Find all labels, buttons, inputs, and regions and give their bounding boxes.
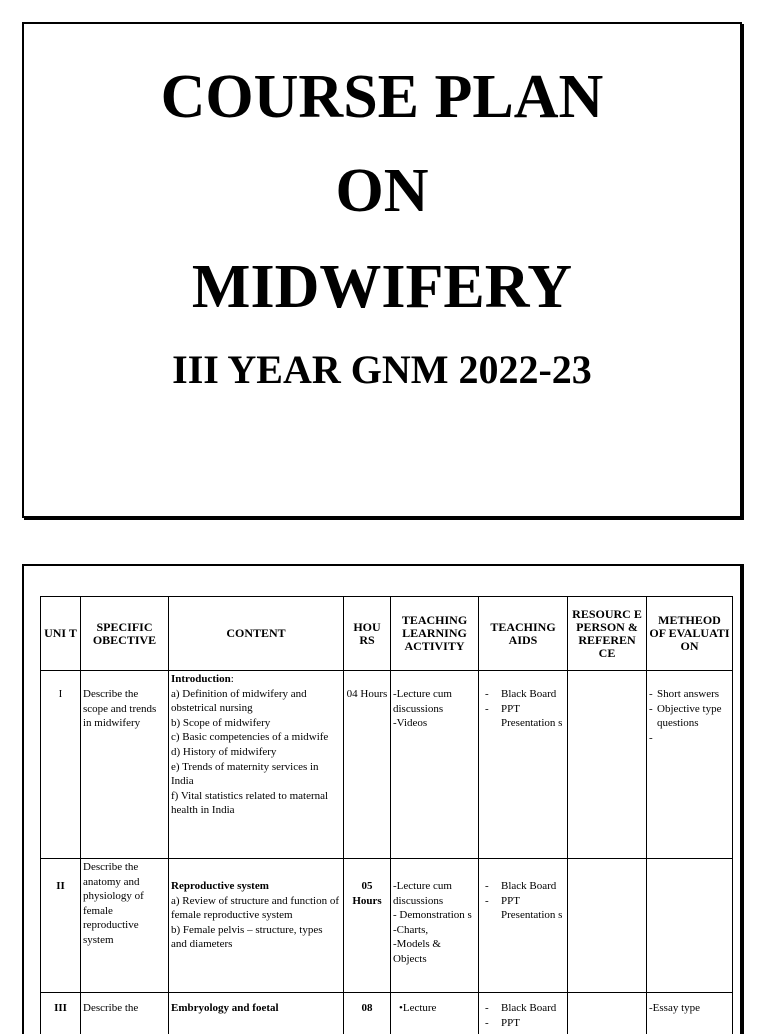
course-plan-page [22, 564, 742, 1034]
cover-page [22, 22, 742, 518]
objective-cell: Describe the [81, 993, 169, 1034]
activity-item: -Lecture cum discussions [393, 879, 476, 908]
table-row [41, 993, 733, 1034]
evaluation-item: - Objective type questions [649, 702, 730, 731]
header-objective: SPECIFIC OBECTIVE [81, 597, 169, 671]
evaluation-cell [647, 859, 733, 993]
evaluation-cell [647, 671, 733, 859]
activity-item: -Videos [393, 716, 476, 731]
content-cell [169, 993, 344, 1034]
activity-cell [391, 859, 479, 993]
resource-cell [568, 671, 647, 859]
content-title: Embryology and foetal [171, 1001, 341, 1016]
resource-cell [568, 859, 647, 993]
content-title-suffix: : [231, 673, 234, 685]
aids-cell [479, 993, 568, 1034]
evaluation-cell: -Essay type [647, 993, 733, 1034]
aids-cell [479, 671, 568, 859]
objective-cell: Describe the anatomy and physiology of female reproductive system [81, 859, 169, 993]
content-title: Reproductive system [171, 879, 341, 894]
content-item: c) Basic competencies of a midwife [171, 730, 341, 745]
unit-cell: I [41, 671, 81, 859]
activity-item: -Charts, [393, 923, 476, 938]
aid-item: - Black Board [481, 687, 565, 702]
table-header-row [41, 597, 733, 671]
header-resource: RESOURC E PERSON & REFEREN CE [568, 597, 647, 671]
header-unit: UNI T [41, 597, 81, 671]
activity-item: -Models & Objects [393, 937, 476, 966]
header-evaluation: METHEOD OF EVALUATI ON [647, 597, 733, 671]
aids-cell [479, 859, 568, 993]
header-content: CONTENT [169, 597, 344, 671]
unit-cell: III [41, 993, 81, 1034]
course-plan-table [40, 596, 733, 1034]
table-row [41, 671, 733, 859]
content-cell [169, 859, 344, 993]
content-item: e) Trends of maternity services in India [171, 760, 341, 789]
cover-title-line-1: COURSE PLAN [24, 66, 740, 128]
content-item: a) Review of structure and function of female reproductive system [171, 894, 341, 923]
cover-title-line-3: MIDWIFERY [24, 256, 740, 318]
header-hours: HOU RS [344, 597, 391, 671]
aid-item: - PPT [481, 1016, 565, 1031]
content-item: a) Definition of midwifery and obstetrical nursing [171, 687, 341, 716]
unit-cell: II [41, 859, 81, 993]
content-item: b) Female pelvis – structure, types and diameters [171, 923, 341, 952]
activity-cell [391, 993, 479, 1034]
aid-item: - PPT Presentation s [481, 702, 565, 731]
content-item: b) Scope of midwifery [171, 716, 341, 731]
objective-cell: Describe the scope and trends in midwifery [81, 671, 169, 859]
table-row [41, 859, 733, 993]
content-cell [169, 671, 344, 859]
aid-item: - Black Board [481, 879, 565, 894]
cover-subtitle: III YEAR GNM 2022-23 [24, 350, 740, 390]
resource-cell [568, 993, 647, 1034]
hours-cell: 05 Hours [344, 859, 391, 993]
content-title: Introduction [171, 673, 231, 685]
content-item: d) History of midwifery [171, 745, 341, 760]
header-activity: TEACHING LEARNING ACTIVITY [391, 597, 479, 671]
activity-item: - Demonstration s [393, 908, 476, 923]
activity-cell [391, 671, 479, 859]
activity-item: •Lecture [393, 1001, 476, 1016]
activity-item: -Lecture cum discussions [393, 687, 476, 716]
content-item: f) Vital statistics related to maternal health in India [171, 789, 341, 818]
hours-cell: 08 [344, 993, 391, 1034]
aid-item: - Black Board [481, 1001, 565, 1016]
cover-title-line-2: ON [24, 160, 740, 222]
header-aids: TEACHING AIDS [479, 597, 568, 671]
evaluation-item: - Short answers [649, 687, 730, 702]
hours-cell: 04 Hours [344, 671, 391, 859]
aid-item: - PPT Presentation s [481, 894, 565, 923]
